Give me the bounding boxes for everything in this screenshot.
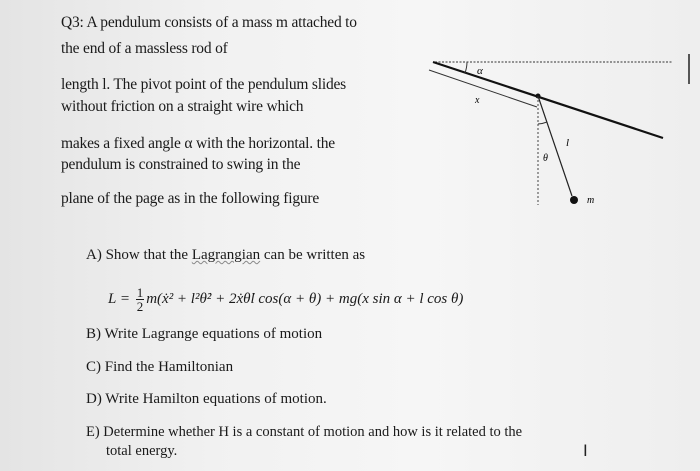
eq-fraction xyxy=(136,286,145,313)
alpha-label: α xyxy=(477,65,483,77)
part-c: C) Find the Hamiltonian xyxy=(86,359,234,375)
x-measure-line xyxy=(429,70,537,107)
eq-lhs: L = xyxy=(108,290,134,307)
part-a-suffix: can be written as xyxy=(260,247,366,263)
part-e-line-1: E) Determine whether H is a constant of motion and how is it related to the xyxy=(86,424,523,440)
x-label: x xyxy=(475,95,480,106)
problem-line-2: the end of a massless rod of xyxy=(61,40,228,57)
eq-numerator: 1 xyxy=(136,285,144,300)
problem-line-1: Q3: A pendulum consists of a mass m attached to xyxy=(61,14,357,31)
part-a-prefix: A) Show that the xyxy=(86,247,192,263)
part-a-keyword: Lagrangian xyxy=(191,247,261,263)
text-cursor-icon: Ι xyxy=(583,441,588,460)
part-a xyxy=(86,247,365,264)
eq-denominator: 2 xyxy=(136,299,144,314)
lagrangian-equation xyxy=(108,286,463,313)
theta-label: θ xyxy=(543,153,548,164)
problem-line-3: length l. The pivot point of the pendulum slides xyxy=(61,76,347,93)
problem-line-4: without friction on a straight wire which xyxy=(61,98,304,115)
part-b: B) Write Lagrange equations of motion xyxy=(86,326,323,342)
m-label: m xyxy=(587,195,595,206)
alpha-arc xyxy=(465,62,467,73)
problem-line-6: pendulum is constrained to swing in the xyxy=(61,156,301,173)
part-e-line-2: total energy. xyxy=(106,443,178,459)
theta-arc xyxy=(538,122,547,124)
problem-line-7: plane of the page as in the following figure xyxy=(61,190,320,207)
pendulum-mass xyxy=(570,196,578,204)
part-d: D) Write Hamilton equations of motion. xyxy=(86,391,327,407)
eq-rhs: m(ẋ² + l²θ̇² + 2ẋθ̇l cos(α + θ) + mg(x sin α + l cos θ) xyxy=(146,290,464,307)
pendulum-figure xyxy=(415,40,700,220)
l-label: l xyxy=(566,137,570,149)
problem-line-5: makes a fixed angle α with the horizontal. the xyxy=(61,135,335,152)
